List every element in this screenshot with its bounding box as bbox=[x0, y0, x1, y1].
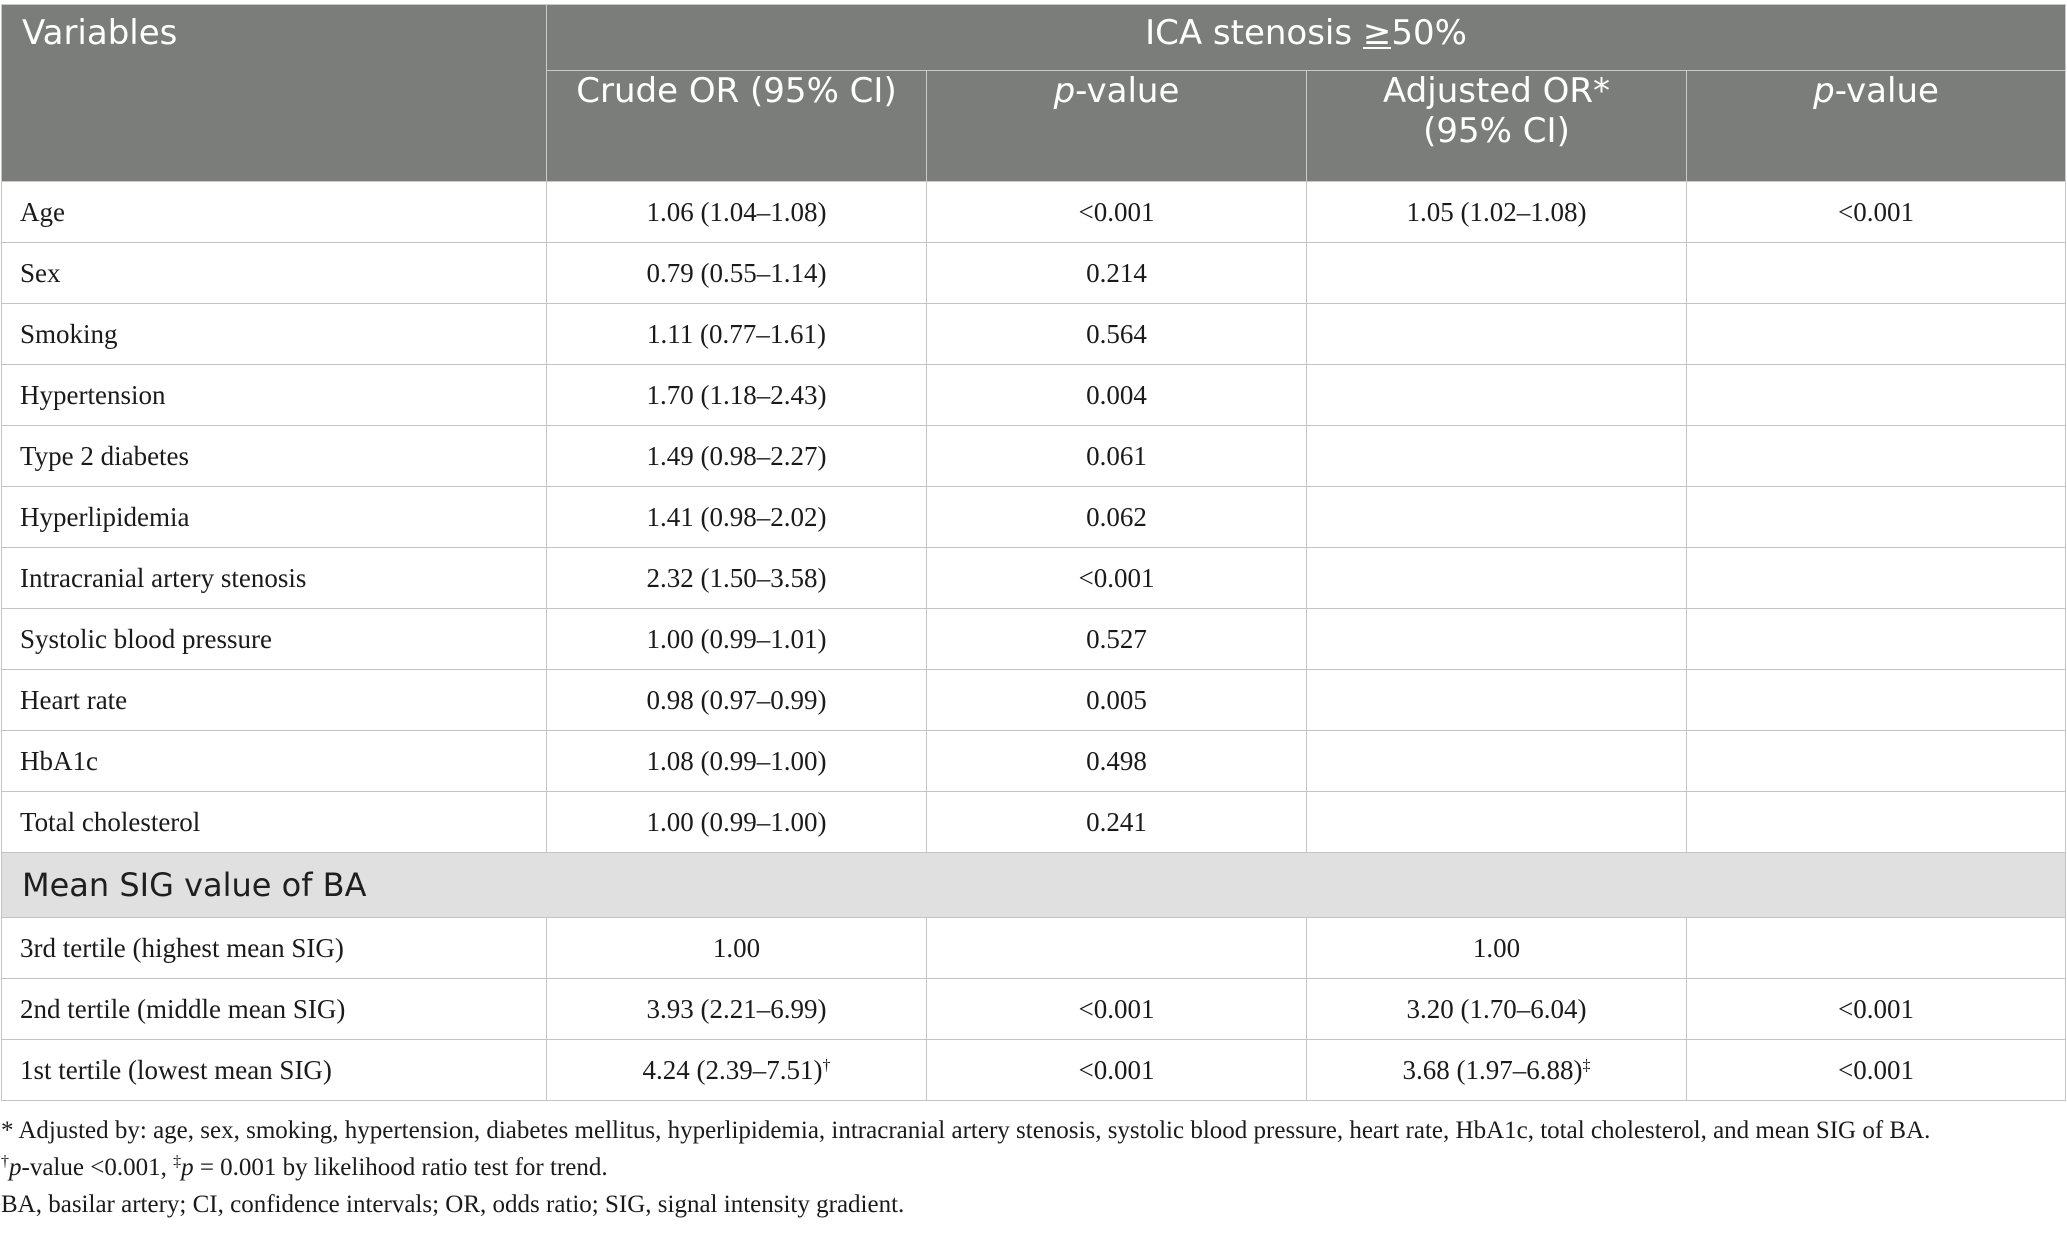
crude-or-cell: 1.00 bbox=[547, 918, 927, 979]
ica-stenosis-header bbox=[547, 5, 2066, 71]
adjusted-or-cell bbox=[1307, 365, 1687, 426]
adjusted-p-value-cell bbox=[1687, 792, 2066, 853]
table-body bbox=[2, 182, 2066, 1101]
adjusted-p-value-cell bbox=[1687, 365, 2066, 426]
p-rest: -value bbox=[1075, 71, 1180, 111]
table-row bbox=[2, 182, 2066, 243]
trend-end: = 0.001 by likelihood ratio test for trend. bbox=[193, 1154, 608, 1181]
table-row bbox=[2, 548, 2066, 609]
table-row bbox=[2, 670, 2066, 731]
p-value-cell: <0.001 bbox=[927, 182, 1307, 243]
crude-or-cell: 0.98 (0.97–0.99) bbox=[547, 670, 927, 731]
adjusted-or-cell bbox=[1307, 548, 1687, 609]
crude-or-cell: 3.93 (2.21–6.99) bbox=[547, 979, 927, 1040]
table-row bbox=[2, 731, 2066, 792]
table-row bbox=[2, 487, 2066, 548]
adjusted-p-value-cell bbox=[1687, 487, 2066, 548]
adjusted-line-2: (95% CI) bbox=[1423, 111, 1570, 151]
row-label: Hyperlipidemia bbox=[2, 487, 547, 548]
double-dagger-mark: ‡ bbox=[1582, 1056, 1591, 1074]
table-row bbox=[2, 426, 2066, 487]
p-value-cell: 0.005 bbox=[927, 670, 1307, 731]
results-table-container bbox=[1, 4, 2065, 1101]
section-label: Mean SIG value of BA bbox=[2, 853, 2066, 918]
p-value-cell: 0.061 bbox=[927, 426, 1307, 487]
adjusted-or-cell bbox=[1307, 426, 1687, 487]
p-value-cell: 0.527 bbox=[927, 609, 1307, 670]
table-row bbox=[2, 979, 2066, 1040]
crude-or-cell: 1.06 (1.04–1.08) bbox=[547, 182, 927, 243]
crude-or-cell: 1.00 (0.99–1.00) bbox=[547, 792, 927, 853]
table-row bbox=[2, 1040, 2066, 1101]
row-label: Type 2 diabetes bbox=[2, 426, 547, 487]
adjusted-or-cell bbox=[1307, 304, 1687, 365]
p-value-header-2 bbox=[1687, 71, 2066, 182]
adjusted-p-value-cell bbox=[1687, 609, 2066, 670]
double-dagger-mark: ‡ bbox=[173, 1153, 182, 1170]
row-label: Systolic blood pressure bbox=[2, 609, 547, 670]
p-italic: p bbox=[1053, 71, 1076, 111]
crude-or-value: 4.24 (2.39–7.51) bbox=[642, 1054, 823, 1085]
ica-stenosis-prefix: ICA stenosis bbox=[1145, 13, 1363, 53]
footnote-trend bbox=[1, 1149, 2065, 1186]
adjusted-or-header bbox=[1307, 71, 1687, 182]
footnotes bbox=[1, 1112, 2065, 1223]
p-rest: -value bbox=[1834, 71, 1939, 111]
p-value-cell bbox=[927, 918, 1307, 979]
table-header bbox=[2, 5, 2066, 182]
table-row bbox=[2, 304, 2066, 365]
p-value-cell: 0.241 bbox=[927, 792, 1307, 853]
crude-or-cell: 1.08 (0.99–1.00) bbox=[547, 731, 927, 792]
p-italic: p bbox=[9, 1154, 22, 1181]
adjusted-p-value-cell: <0.001 bbox=[1687, 979, 2066, 1040]
header-row-1 bbox=[2, 5, 2066, 71]
variables-header: Variables bbox=[2, 5, 547, 182]
row-label: 1st tertile (lowest mean SIG) bbox=[2, 1040, 547, 1101]
dagger-mark: † bbox=[1, 1153, 9, 1170]
table-row bbox=[2, 365, 2066, 426]
table-row bbox=[2, 243, 2066, 304]
footnote-adjusted: * Adjusted by: age, sex, smoking, hypertension, diabetes mellitus, hyperlipidemia, intracranial artery stenosis, systolic blood pressure, heart rate, HbA1c, total cholesterol, and mean SIG of BA. bbox=[1, 1117, 1931, 1144]
p-value-cell: 0.564 bbox=[927, 304, 1307, 365]
adjusted-or-cell bbox=[1307, 243, 1687, 304]
crude-or-header: Crude OR (95% CI) bbox=[547, 71, 927, 182]
adjusted-or-cell: 1.00 bbox=[1307, 918, 1687, 979]
crude-or-cell: 1.70 (1.18–2.43) bbox=[547, 365, 927, 426]
adjusted-or-cell bbox=[1307, 792, 1687, 853]
table-row bbox=[2, 609, 2066, 670]
row-label: 2nd tertile (middle mean SIG) bbox=[2, 979, 547, 1040]
adjusted-or-cell: 3.20 (1.70–6.04) bbox=[1307, 979, 1687, 1040]
adjusted-p-value-cell bbox=[1687, 426, 2066, 487]
ica-stenosis-suffix: 50% bbox=[1391, 13, 1467, 53]
adjusted-or-cell bbox=[1307, 731, 1687, 792]
adjusted-p-value-cell bbox=[1687, 243, 2066, 304]
adjusted-p-value-cell bbox=[1687, 548, 2066, 609]
row-label: 3rd tertile (highest mean SIG) bbox=[2, 918, 547, 979]
p-italic: p bbox=[1813, 71, 1835, 111]
row-label: Smoking bbox=[2, 304, 547, 365]
section-row bbox=[2, 853, 2066, 918]
adjusted-p-value-cell bbox=[1687, 731, 2066, 792]
p-value-cell: 0.498 bbox=[927, 731, 1307, 792]
row-label: Sex bbox=[2, 243, 547, 304]
p-value-cell: <0.001 bbox=[927, 1040, 1307, 1101]
adjusted-or-cell bbox=[1307, 609, 1687, 670]
adjusted-p-value-cell: <0.001 bbox=[1687, 1040, 2066, 1101]
crude-or-cell: 1.49 (0.98–2.27) bbox=[547, 426, 927, 487]
crude-or-cell: 1.11 (0.77–1.61) bbox=[547, 304, 927, 365]
p-value-cell: 0.004 bbox=[927, 365, 1307, 426]
p-value-cell: 0.214 bbox=[927, 243, 1307, 304]
row-label: Intracranial artery stenosis bbox=[2, 548, 547, 609]
trend-mid: -value <0.001, bbox=[21, 1154, 174, 1181]
p-value-cell: <0.001 bbox=[927, 979, 1307, 1040]
table-row bbox=[2, 792, 2066, 853]
crude-or-cell: 0.79 (0.55–1.14) bbox=[547, 243, 927, 304]
adjusted-or-cell bbox=[1307, 670, 1687, 731]
adjusted-or-cell bbox=[1307, 1040, 1687, 1101]
crude-or-cell: 1.41 (0.98–2.02) bbox=[547, 487, 927, 548]
row-label: Heart rate bbox=[2, 670, 547, 731]
row-label: Age bbox=[2, 182, 547, 243]
crude-or-cell: 2.32 (1.50–3.58) bbox=[547, 548, 927, 609]
adjusted-or-cell: 1.05 (1.02–1.08) bbox=[1307, 182, 1687, 243]
row-label: Hypertension bbox=[2, 365, 547, 426]
adjusted-p-value-cell bbox=[1687, 304, 2066, 365]
results-table bbox=[1, 4, 2066, 1101]
adjusted-p-value-cell bbox=[1687, 670, 2066, 731]
footnote-abbreviations: BA, basilar artery; CI, confidence intervals; OR, odds ratio; SIG, signal intensity gradient. bbox=[1, 1191, 905, 1218]
crude-or-cell: 1.00 (0.99–1.01) bbox=[547, 609, 927, 670]
crude-or-cell bbox=[547, 1040, 927, 1101]
adjusted-line-1: Adjusted OR* bbox=[1383, 71, 1610, 111]
row-label: Total cholesterol bbox=[2, 792, 547, 853]
adjusted-p-value-cell bbox=[1687, 918, 2066, 979]
adjusted-or-value: 3.68 (1.97–6.88) bbox=[1402, 1054, 1583, 1085]
adjusted-p-value-cell: <0.001 bbox=[1687, 182, 2066, 243]
table-row bbox=[2, 918, 2066, 979]
adjusted-or-cell bbox=[1307, 487, 1687, 548]
dagger-mark: † bbox=[822, 1056, 831, 1074]
p-value-cell: <0.001 bbox=[927, 548, 1307, 609]
p-italic: p bbox=[181, 1154, 194, 1181]
ge-symbol: ≥ bbox=[1362, 13, 1392, 53]
row-label: HbA1c bbox=[2, 731, 547, 792]
p-value-header-1 bbox=[927, 71, 1307, 182]
p-value-cell: 0.062 bbox=[927, 487, 1307, 548]
